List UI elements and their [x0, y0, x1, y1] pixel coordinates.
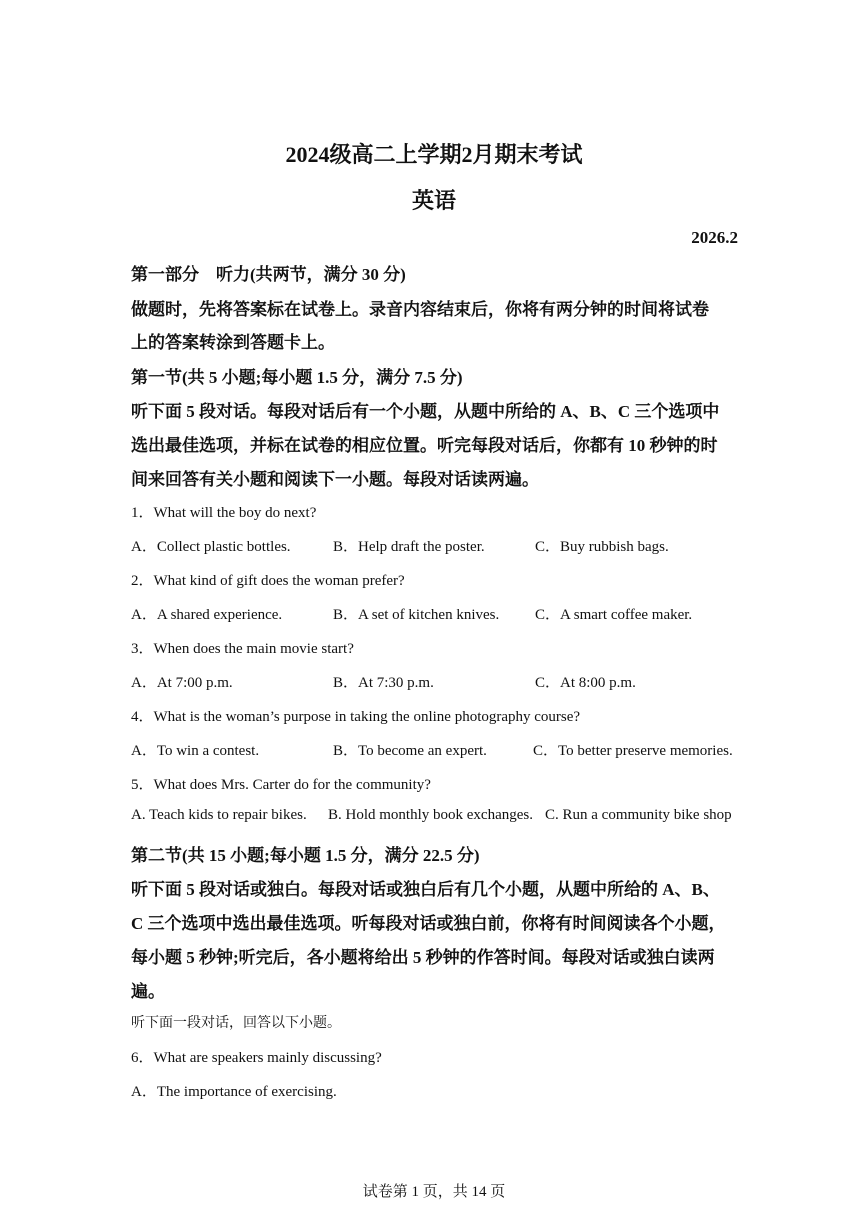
question-1-option-a: A．Collect plastic bottles. — [131, 539, 291, 555]
question-3-option-a: A．At 7:00 p.m. — [131, 675, 233, 691]
subject-title: 英语 — [411, 188, 456, 213]
question-5-option-b: B. Hold monthly book exchanges. — [328, 807, 533, 823]
question-6-option-a: A．The importance of exercising. — [131, 1084, 337, 1100]
question-5-option-c: C. Run a community bike shop — [545, 807, 732, 823]
question-2-option-c: C．A smart coffee maker. — [535, 607, 693, 623]
part1-instruction-line: 做题时，先将答案标在试卷上。录音内容结束后，你将有两分钟的时间将试卷 — [131, 300, 709, 319]
question-4-option-a: A．To win a contest. — [131, 743, 260, 759]
section2-instruction-line: 每小题 5 秒钟;听完后，各小题将给出 5 秒钟的作答时间。每段对话或独白读两 — [131, 948, 715, 967]
question-1-option-c: C．Buy rubbish bags. — [535, 539, 669, 555]
question-2-option-b: B．A set of kitchen knives. — [333, 607, 500, 623]
part1-heading: 第一部分 听力(共两节，满分 30 分) — [131, 265, 406, 284]
section2-prompt: 听下面一段对话，回答以下小题。 — [131, 1016, 341, 1031]
section2-instruction-line: 听下面 5 段对话或独白。每段对话或独白后有几个小题，从题中所给的 A、B、 — [131, 880, 720, 899]
section1-instruction-line: 间来回答有关小题和阅读下一小题。每段对话读两遍。 — [131, 470, 539, 489]
question-2: 2．What kind of gift does the woman prefer? — [131, 573, 405, 589]
question-4-option-b: B．To become an expert. — [333, 743, 487, 759]
section2-instruction-line: 遍。 — [131, 982, 165, 1001]
exam-title: 2024级高二上学期2月期末考试 — [285, 142, 583, 167]
page-footer: 试卷第 1 页，共 14 页 — [362, 1184, 506, 1200]
question-4: 4．What is the woman’s purpose in taking the online photography course? — [131, 709, 581, 725]
part1-instruction-line: 上的答案转涂到答题卡上。 — [131, 333, 335, 352]
question-3-option-b: B．At 7:30 p.m. — [333, 675, 434, 691]
section2-instruction-line: C 三个选项中选出最佳选项。听每段对话或独白前，你将有时间阅读各个小题， — [131, 914, 726, 933]
question-1-option-b: B．Help draft the poster. — [333, 539, 485, 555]
question-4-option-c: C．To better preserve memories. — [533, 743, 733, 759]
question-3: 3．When does the main movie start? — [131, 641, 354, 657]
section1-heading: 第一节(共 5 小题;每小题 1.5 分，满分 7.5 分) — [131, 368, 463, 387]
question-1: 1．What will the boy do next? — [131, 505, 317, 521]
question-6: 6．What are speakers mainly discussing? — [131, 1050, 382, 1066]
question-5: 5．What does Mrs. Carter do for the community? — [131, 777, 431, 793]
section2-heading: 第二节(共 15 小题;每小题 1.5 分，满分 22.5 分) — [131, 846, 480, 865]
question-5-option-a: A. Teach kids to repair bikes. — [131, 807, 307, 823]
question-2-option-a: A．A shared experience. — [131, 607, 283, 623]
section1-instruction-line: 听下面 5 段对话。每段对话后有一个小题，从题中所给的 A、B、C 三个选项中 — [131, 402, 720, 421]
exam-date: 2026.2 — [691, 228, 738, 247]
section1-instruction-line: 选出最佳选项，并标在试卷的相应位置。听完每段对话后，你都有 10 秒钟的时 — [131, 436, 718, 455]
question-3-option-c: C．At 8:00 p.m. — [535, 675, 636, 691]
